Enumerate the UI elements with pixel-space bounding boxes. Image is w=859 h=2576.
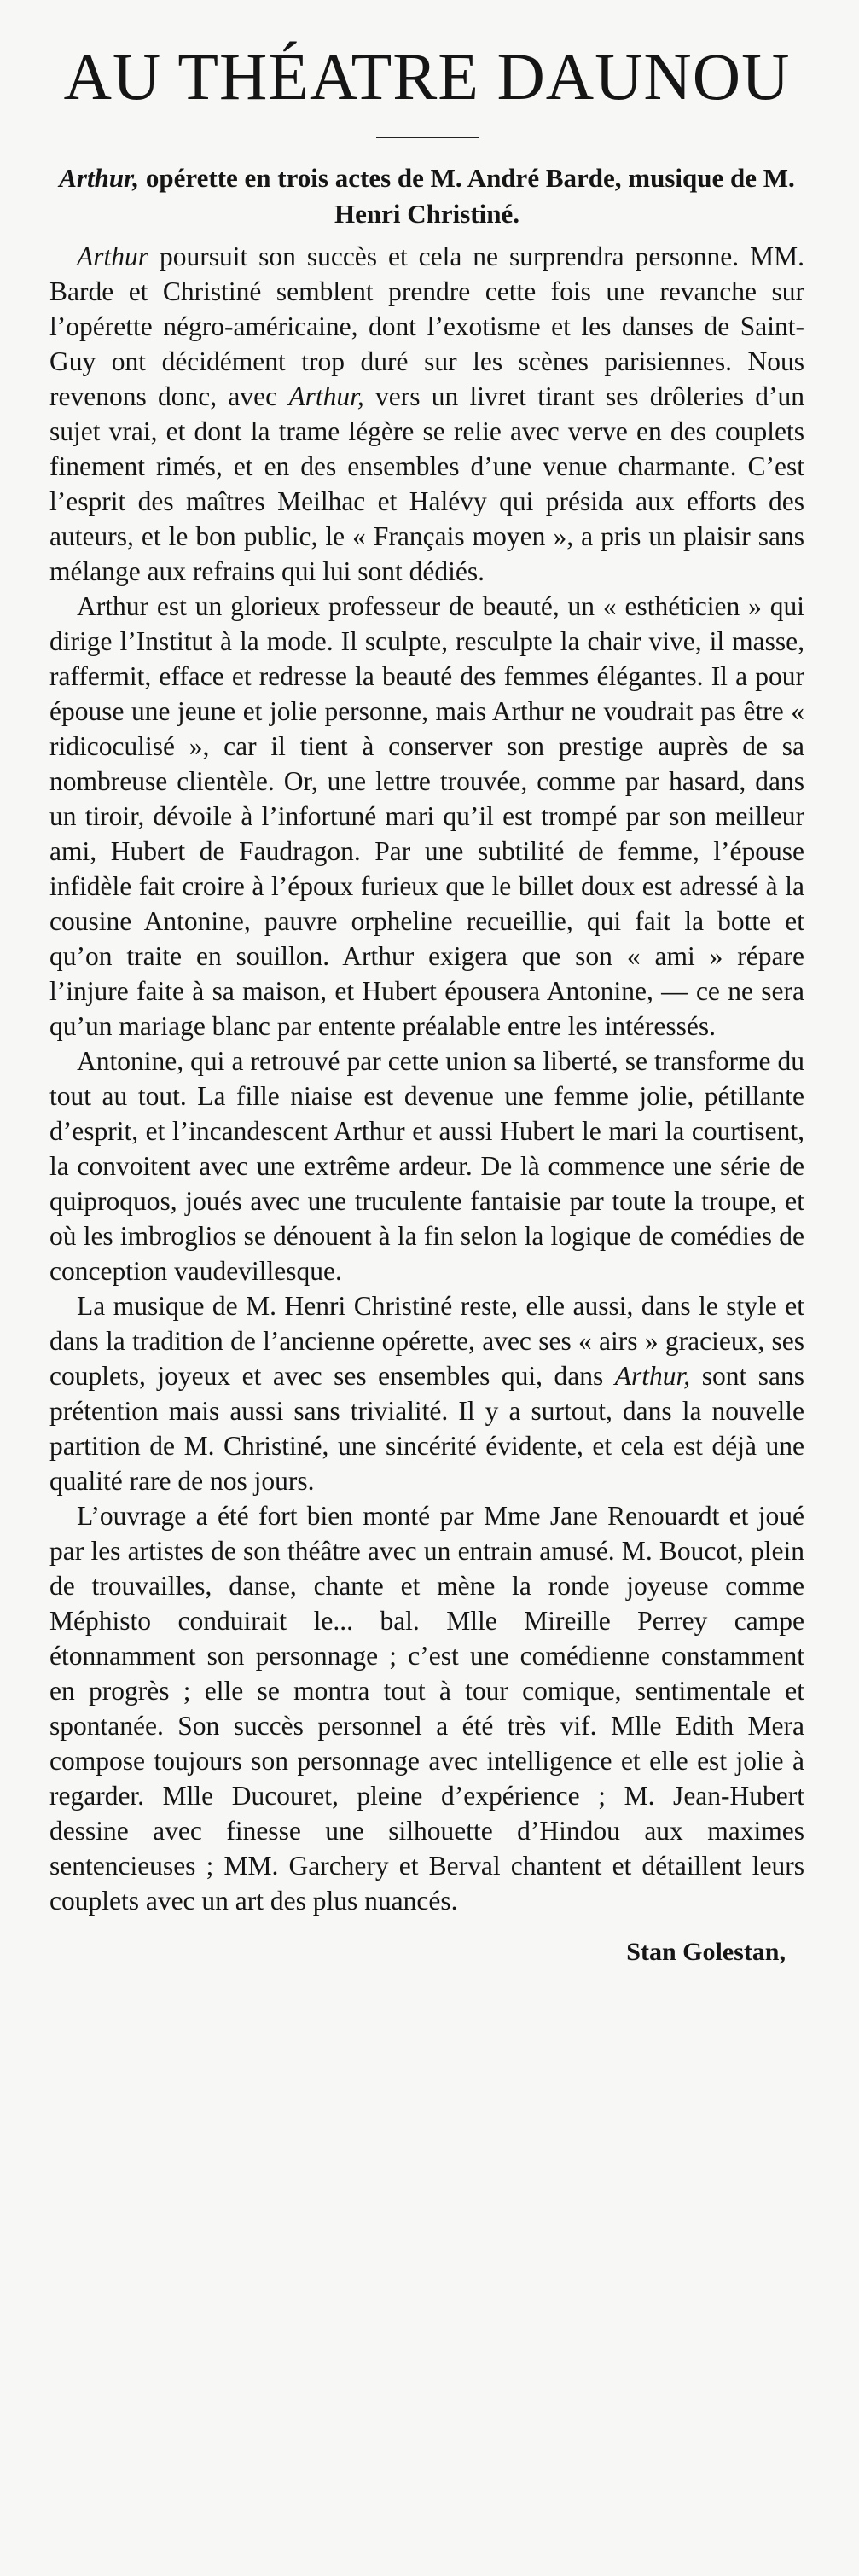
paragraph-text: vers un livret tirant ses drôleries d’un sujet vrai, et dont la trame légère se relie avec verve en des couplets finement rimés, et en des ensembles d’une venue charmante. C’est l’esprit des maîtres Meilhac et Halévy qui présida aux efforts des auteurs, et le bon public, le « Français moyen », a pris un plaisir sans mélange aux refrains qui lui sont dédiés. xyxy=(49,381,805,586)
article-headline: AU THÉATRE DAUNOU xyxy=(63,39,791,113)
article-body xyxy=(49,239,804,1918)
headline-rule xyxy=(376,137,479,138)
article-paragraph xyxy=(49,1044,804,1288)
article-paragraph xyxy=(49,589,804,1044)
italic-work-title: Arthur xyxy=(77,241,149,271)
article-paragraph xyxy=(49,1498,804,1918)
paragraph-text: Antonine, qui a retrouvé par cette union sa liberté, se transforme du tout au tout. La fille niaise est devenue une femme jolie, pétillante d’esprit, et l’incandescent Arthur et aussi Hubert le mari la courtisent, la convoitent avec une extrême ardeur. De là commence une série de quiproquos, joués avec une truculente fantaisie par toute la troupe, et où les imbroglios se dénouent à la fin selon la logique de comédies de conception vaudevillesque. xyxy=(49,1046,804,1286)
paragraph-text: Arthur est un glorieux professeur de beauté, un « esthéticien » qui dirige l’Institut à la mode. Il sculpte, resculpte la chair vive, il masse, raffermit, efface et redresse la beauté des femmes élégantes. Il a pour épouse une jeune et jolie personne, mais Arthur ne voudrait pas être « ridicoculisé », car il tient à conserver son prestige auprès de sa nombreuse clientèle. Or, une lettre trouvée, comme par hasard, dans un tiroir, dévoile à l’infortuné mari qu’il est trompé par son meilleur ami, Hubert de Faudragon. Par une subtilité de femme, l’épouse infidèle fait croire à l’époux furieux que le billet doux est adressé à la cousine Antonine, pauvre orpheline recueillie, qui fait la botte et qu’on traite en souillon. Arthur exigera que son « ami » répare l’injure faite à sa maison, et Hubert épousera Antonine, — ce ne sera qu’un mariage blanc par entente préalable entre les intéressés. xyxy=(49,591,804,1041)
subtitle-credits: opérette en trois actes de M. André Barde, musique de M. Henri Christiné. xyxy=(139,163,795,229)
article-paragraph xyxy=(49,1288,804,1498)
italic-work-title: Arthur, xyxy=(288,381,364,411)
italic-work-title: Arthur, xyxy=(614,1361,691,1391)
paragraph-text: poursuit son succès et cela ne surprendra personne. MM. Barde et Christiné semblent prendre cette fois une revanche sur l’opérette négro-américaine, dont l’exotisme et les danses de Saint-Guy ont décidément trop duré sur les scènes parisiennes. Nous revenons donc, avec xyxy=(49,241,804,411)
article-paragraph xyxy=(49,239,804,589)
article-subtitle xyxy=(49,160,804,232)
paragraph-text: sont sans prétention mais aussi sans trivialité. Il y a surtout, dans la nouvelle partition de M. Christiné, une sincérité évidente, et cela est déjà une qualité rare de nos jours. xyxy=(49,1361,804,1496)
paragraph-text: La musique de M. Henri Christiné reste, elle aussi, dans le style et dans la tradition de l’ancienne opérette, avec ses « airs » gracieux, ses couplets, joyeux et avec ses ensembles qui, dans xyxy=(49,1291,804,1391)
subtitle-work-title: Arthur, xyxy=(59,163,140,193)
author-signature: Stan Golestan, xyxy=(626,1938,786,1966)
paragraph-text: L’ouvrage a été fort bien monté par Mme Jane Renouardt et joué par les artistes de son théâtre avec un entrain amusé. M. Boucot, plein de trouvailles, danse, chante et mène la ronde joyeuse comme Méphisto conduirait le... bal. Mlle Mireille Perrey campe étonnamment son personnage ; c’est une comédienne constamment en progrès ; elle se montra tout à tour comique, sentimentale et spontanée. Son succès personnel a été très vif. Mlle Edith Mera compose toujours son personnage avec intelligence et elle est jolie à regarder. Mlle Ducouret, pleine d’expérience ; M. Jean-Hubert dessine avec finesse une silhouette d’Hindou aux maximes sentencieuses ; MM. Garchery et Berval chantent et détaillent leurs couplets avec un art des plus nuancés. xyxy=(49,1501,804,1916)
